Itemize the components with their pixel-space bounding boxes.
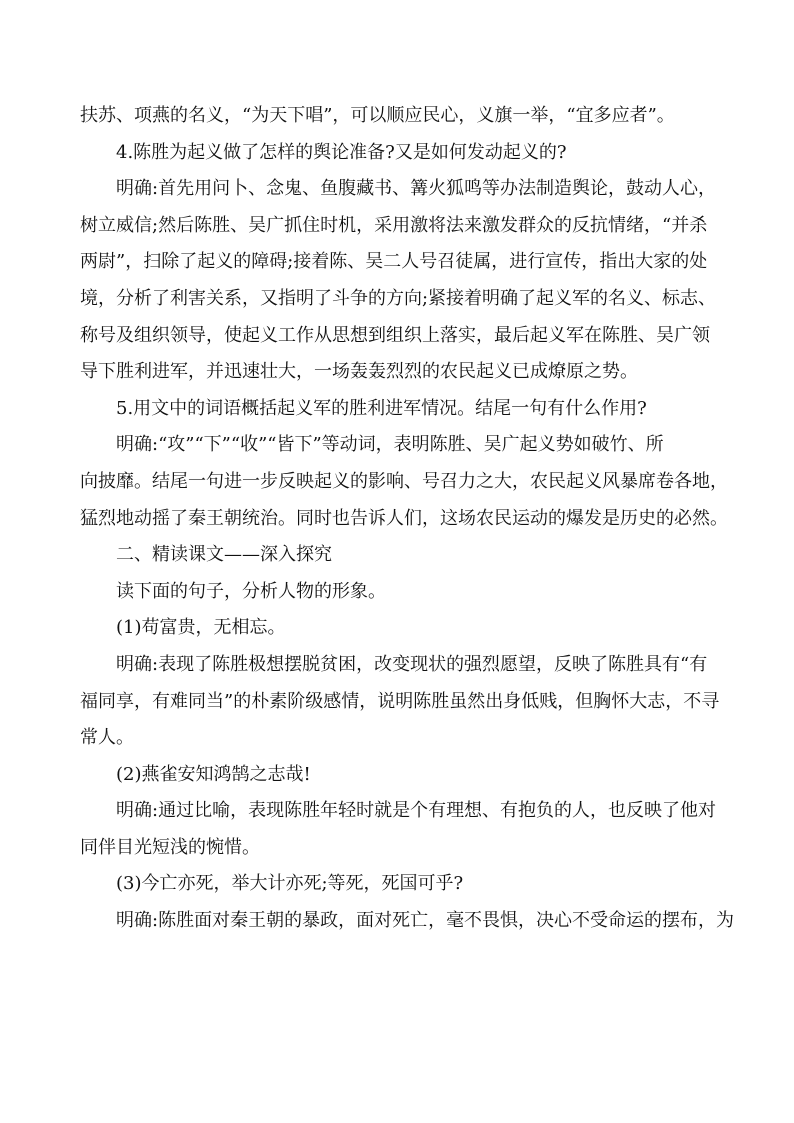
answer-4-line-6: 导下胜利进军，并迅速壮大，一场轰轰烈烈的农民起义已成燎原之势。 [80,361,638,383]
section-heading: 二、精读课文——深入探究 [116,544,332,566]
answer-4-line-4: 境，分析了利害关系，又指明了斗争的方向;紧接着明确了起义军的名义、标志、 [80,287,717,309]
answer-4-line-2: 树立威信;然后陈胜、吴广抓住时机，采用激将法来激发群众的反抗情绪，“并杀 [80,214,708,236]
answer-5-line-1: 明确:“攻”“下”“收”“皆下”等动词，表明陈胜、吴广起义势如破竹、所 [116,434,664,456]
text-line-1: 扶苏、项燕的名义，“为天下唱”，可以顺应民心，义旗一举，“宜多应者”。 [80,105,675,126]
answer-4-line-5: 称号及组织领导，使起义工作从思想到组织上落实，最后起义军在陈胜、吴广领 [80,324,710,346]
question-4: 4.陈胜为起义做了怎样的舆论准备?又是如何发动起义的? [116,141,567,163]
sentence-3-answer-line-1: 明确:陈胜面对秦王朝的暴政，面对死亡，毫不畏惧，决心不受命运的摆布，为 [116,910,735,932]
answer-4-line-1: 明确:首先用问卜、念鬼、鱼腹藏书、篝火狐鸣等办法制造舆论，鼓动人心， [116,178,717,200]
sentence-2: (2)燕雀安知鸿鹄之志哉! [116,763,311,785]
answer-5-line-3: 猛烈地动摇了秦王朝统治。同时也告诉人们，这场农民运动的爆发是历史的必然。 [80,507,728,529]
document-body [80,98,735,940]
section-instruction: 读下面的句子，分析人物的形象。 [116,580,386,602]
answer-5-line-2: 向披靡。结尾一句进一步反映起义的影响、号召力之大，农民起义风暴席卷各地， [80,470,728,492]
sentence-2-answer-line-1: 明确:通过比喻，表现陈胜年轻时就是个有理想、有抱负的人，也反映了他对 [116,800,717,822]
sentence-1-answer-line-2: 福同享，有难同当”的朴素阶级感情，说明陈胜虽然出身低贱，但胸怀大志，不寻 [80,690,720,712]
sentence-2-answer-line-2: 同伴目光短浅的惋惜。 [80,836,260,858]
sentence-1: (1)苟富贵，无相忘。 [116,617,286,639]
answer-4-line-3: 两尉”，扫除了起义的障碍;接着陈、吴二人号召徒属，进行宣传，指出大家的处 [80,251,708,273]
sentence-1-answer-line-3: 常人。 [80,727,134,749]
sentence-3: (3)今亡亦死，举大计亦死;等死，死国可乎? [116,873,464,895]
sentence-1-answer-line-1: 明确:表现了陈胜极想摆脱贫困，改变现状的强烈愿望，反映了陈胜具有“有 [116,653,708,675]
question-5: 5.用文中的词语概括起义军的胜利进军情况。结尾一句有什么作用? [116,397,647,419]
